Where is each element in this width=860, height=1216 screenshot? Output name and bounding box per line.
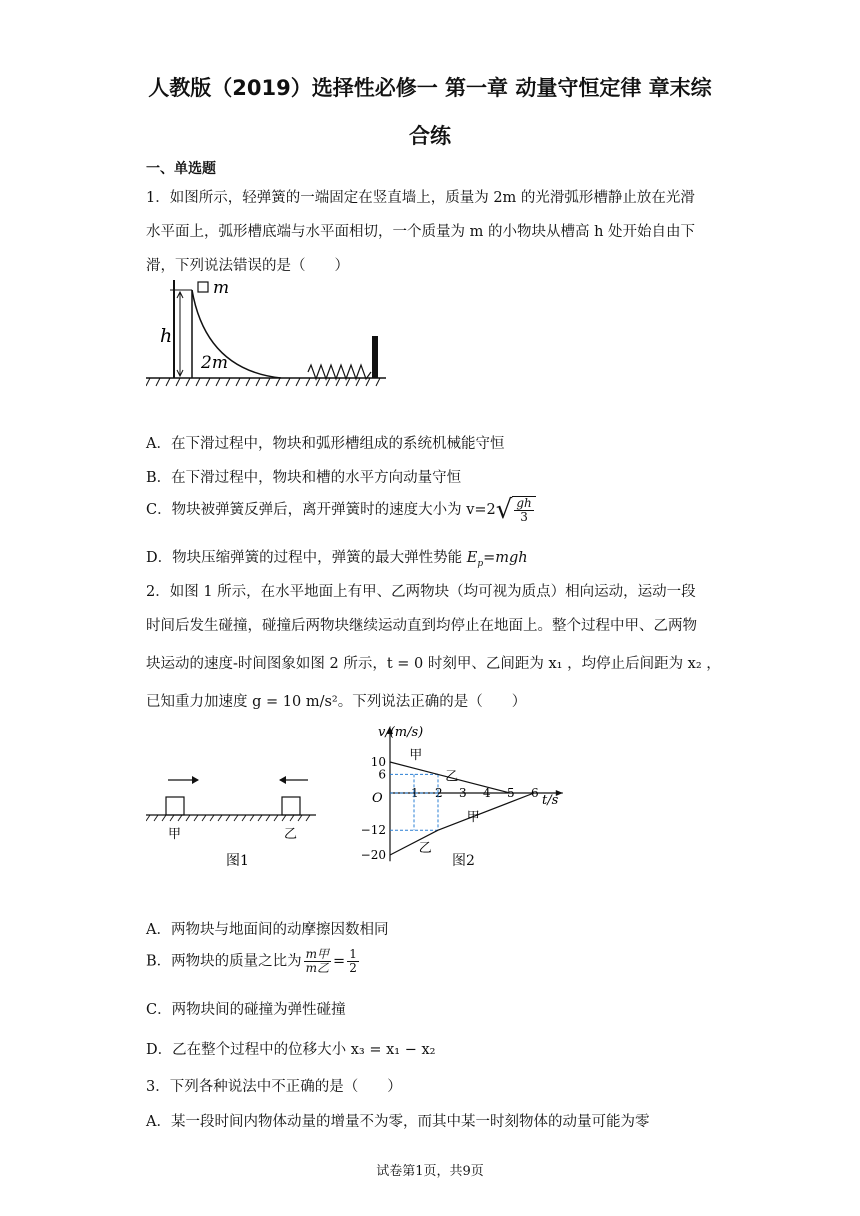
q1-option-d-post: =mgh bbox=[483, 550, 528, 566]
q1-fig-h-label: h bbox=[160, 325, 173, 347]
chart-series-label: 乙 bbox=[445, 769, 459, 785]
chart-y-tick-label: −20 bbox=[360, 848, 386, 862]
q2-option-b-text: B．两物块的质量之比为 bbox=[146, 953, 302, 970]
q2-option-d: D．乙在整个过程中的位移大小 x₃ = x₁ − x₂ bbox=[146, 1042, 436, 1058]
chart-x-tick-label: 2 bbox=[435, 786, 443, 800]
q2-option-b-rnum: 1 bbox=[349, 947, 357, 961]
q1-option-c-den: 3 bbox=[520, 510, 528, 524]
q2-fig1-label: 图1 bbox=[226, 853, 249, 869]
chart-x-tick-label: 3 bbox=[459, 786, 467, 800]
q3-line-1: 3．下列各种说法中不正确的是（ ） bbox=[146, 1079, 402, 1095]
q1-fig-m-label: m bbox=[213, 280, 230, 298]
q1-option-d-text: D．物块压缩弹簧的过程中，弹簧的最大弹性势能 bbox=[146, 550, 467, 566]
q1-option-d bbox=[146, 546, 528, 569]
q1-option-c-num: gh bbox=[516, 496, 532, 510]
q2-option-c: C．两物块间的碰撞为弹性碰撞 bbox=[146, 1002, 346, 1018]
q2-line-3: 块运动的速度-时间图象如图 2 所示，t = 0 时刻甲、乙间距为 x₁ ，均停止后间距为 x₂ ， bbox=[146, 656, 721, 672]
q3-option-a: A．某一段时间内物体动量的增量不为零，而其中某一时刻物体的动量可能为零 bbox=[146, 1114, 650, 1130]
section-heading: 一、单选题 bbox=[146, 161, 216, 177]
chart-y-axis-label: v/(m/s) bbox=[378, 725, 424, 740]
title-line-2: 合练 bbox=[409, 124, 451, 148]
series-jia-before bbox=[390, 762, 438, 774]
q1-line-1: 1．如图所示，轻弹簧的一端固定在竖直墙上，质量为 2m 的光滑弧形槽静止放在光滑 bbox=[146, 190, 695, 206]
q1-option-c bbox=[146, 496, 536, 524]
chart-y-tick-label: 10 bbox=[370, 755, 386, 769]
chart-x-tick-label: 6 bbox=[531, 786, 539, 800]
chart-x-tick-label: 4 bbox=[483, 786, 491, 800]
q1-option-c-text: C．物块被弹簧反弹后，离开弹簧时的速度大小为 v=2 bbox=[146, 502, 496, 518]
q2-option-b bbox=[146, 948, 361, 975]
chart-series-label: 甲 bbox=[466, 809, 480, 825]
q2-option-a: A．两物块与地面间的动摩擦因数相同 bbox=[146, 922, 389, 938]
q1-line-2: 水平面上，弧形槽底端与水平面相切，一个质量为 m 的小物块从槽高 h 处开始自由下 bbox=[146, 224, 696, 240]
q2-fig1-jia: 甲 bbox=[168, 827, 182, 842]
page-footer: 试卷第1页，共9页 bbox=[376, 1164, 484, 1179]
q2-option-b-num: m甲 bbox=[305, 947, 330, 961]
title-line-1: 人教版（2019）选择性必修一 第一章 动量守恒定律 章末综 bbox=[148, 76, 712, 100]
chart-x-tick-label: 1 bbox=[411, 786, 419, 800]
q2-figure-1 bbox=[146, 770, 321, 870]
q1-option-c-sqrt: √ $\frac{gh}{3}$ bbox=[496, 496, 536, 524]
q1-option-d-sub: p bbox=[477, 558, 484, 569]
q2-option-b-rden: 2 bbox=[349, 961, 357, 975]
q1-option-b: B．在下滑过程中，物块和槽的水平方向动量守恒 bbox=[146, 470, 462, 486]
q2-line-2: 时间后发生碰撞，碰撞后两物块继续运动直到均停止在地面上。整个过程中甲、乙两物 bbox=[146, 618, 697, 634]
chart-series-label: 乙 bbox=[418, 840, 432, 856]
q2-line-4: 已知重力加速度 g = 10 m/s²。下列说法正确的是（ ） bbox=[146, 694, 527, 710]
q1-fig-2m-label: 2m bbox=[201, 353, 228, 373]
q2-fig1-yi: 乙 bbox=[284, 827, 298, 842]
q1-figure bbox=[146, 280, 396, 395]
q2-line-1: 2．如图 1 所示，在水平地面上有甲、乙两物块（均可视为质点）相向运动，运动一段 bbox=[146, 584, 696, 600]
q2-option-b-eq: = bbox=[333, 953, 346, 970]
chart-y-tick-label: 6 bbox=[378, 767, 386, 782]
q1-option-a: A．在下滑过程中，物块和弧形槽组成的系统机械能守恒 bbox=[146, 436, 505, 452]
chart-y-tick-label: −12 bbox=[360, 823, 386, 838]
chart-series-label: 甲 bbox=[409, 747, 423, 763]
q1-option-d-ep: E bbox=[466, 550, 478, 566]
chart-x-tick-label: 5 bbox=[507, 786, 515, 800]
q2-option-b-den: m乙 bbox=[305, 961, 330, 975]
q2-fig2-label: 图2 bbox=[452, 853, 475, 869]
q1-line-3: 滑，下列说法错误的是（ ） bbox=[146, 258, 349, 274]
chart-x-axis-label: t/s bbox=[542, 793, 559, 808]
chart-origin-label: O bbox=[372, 791, 383, 806]
